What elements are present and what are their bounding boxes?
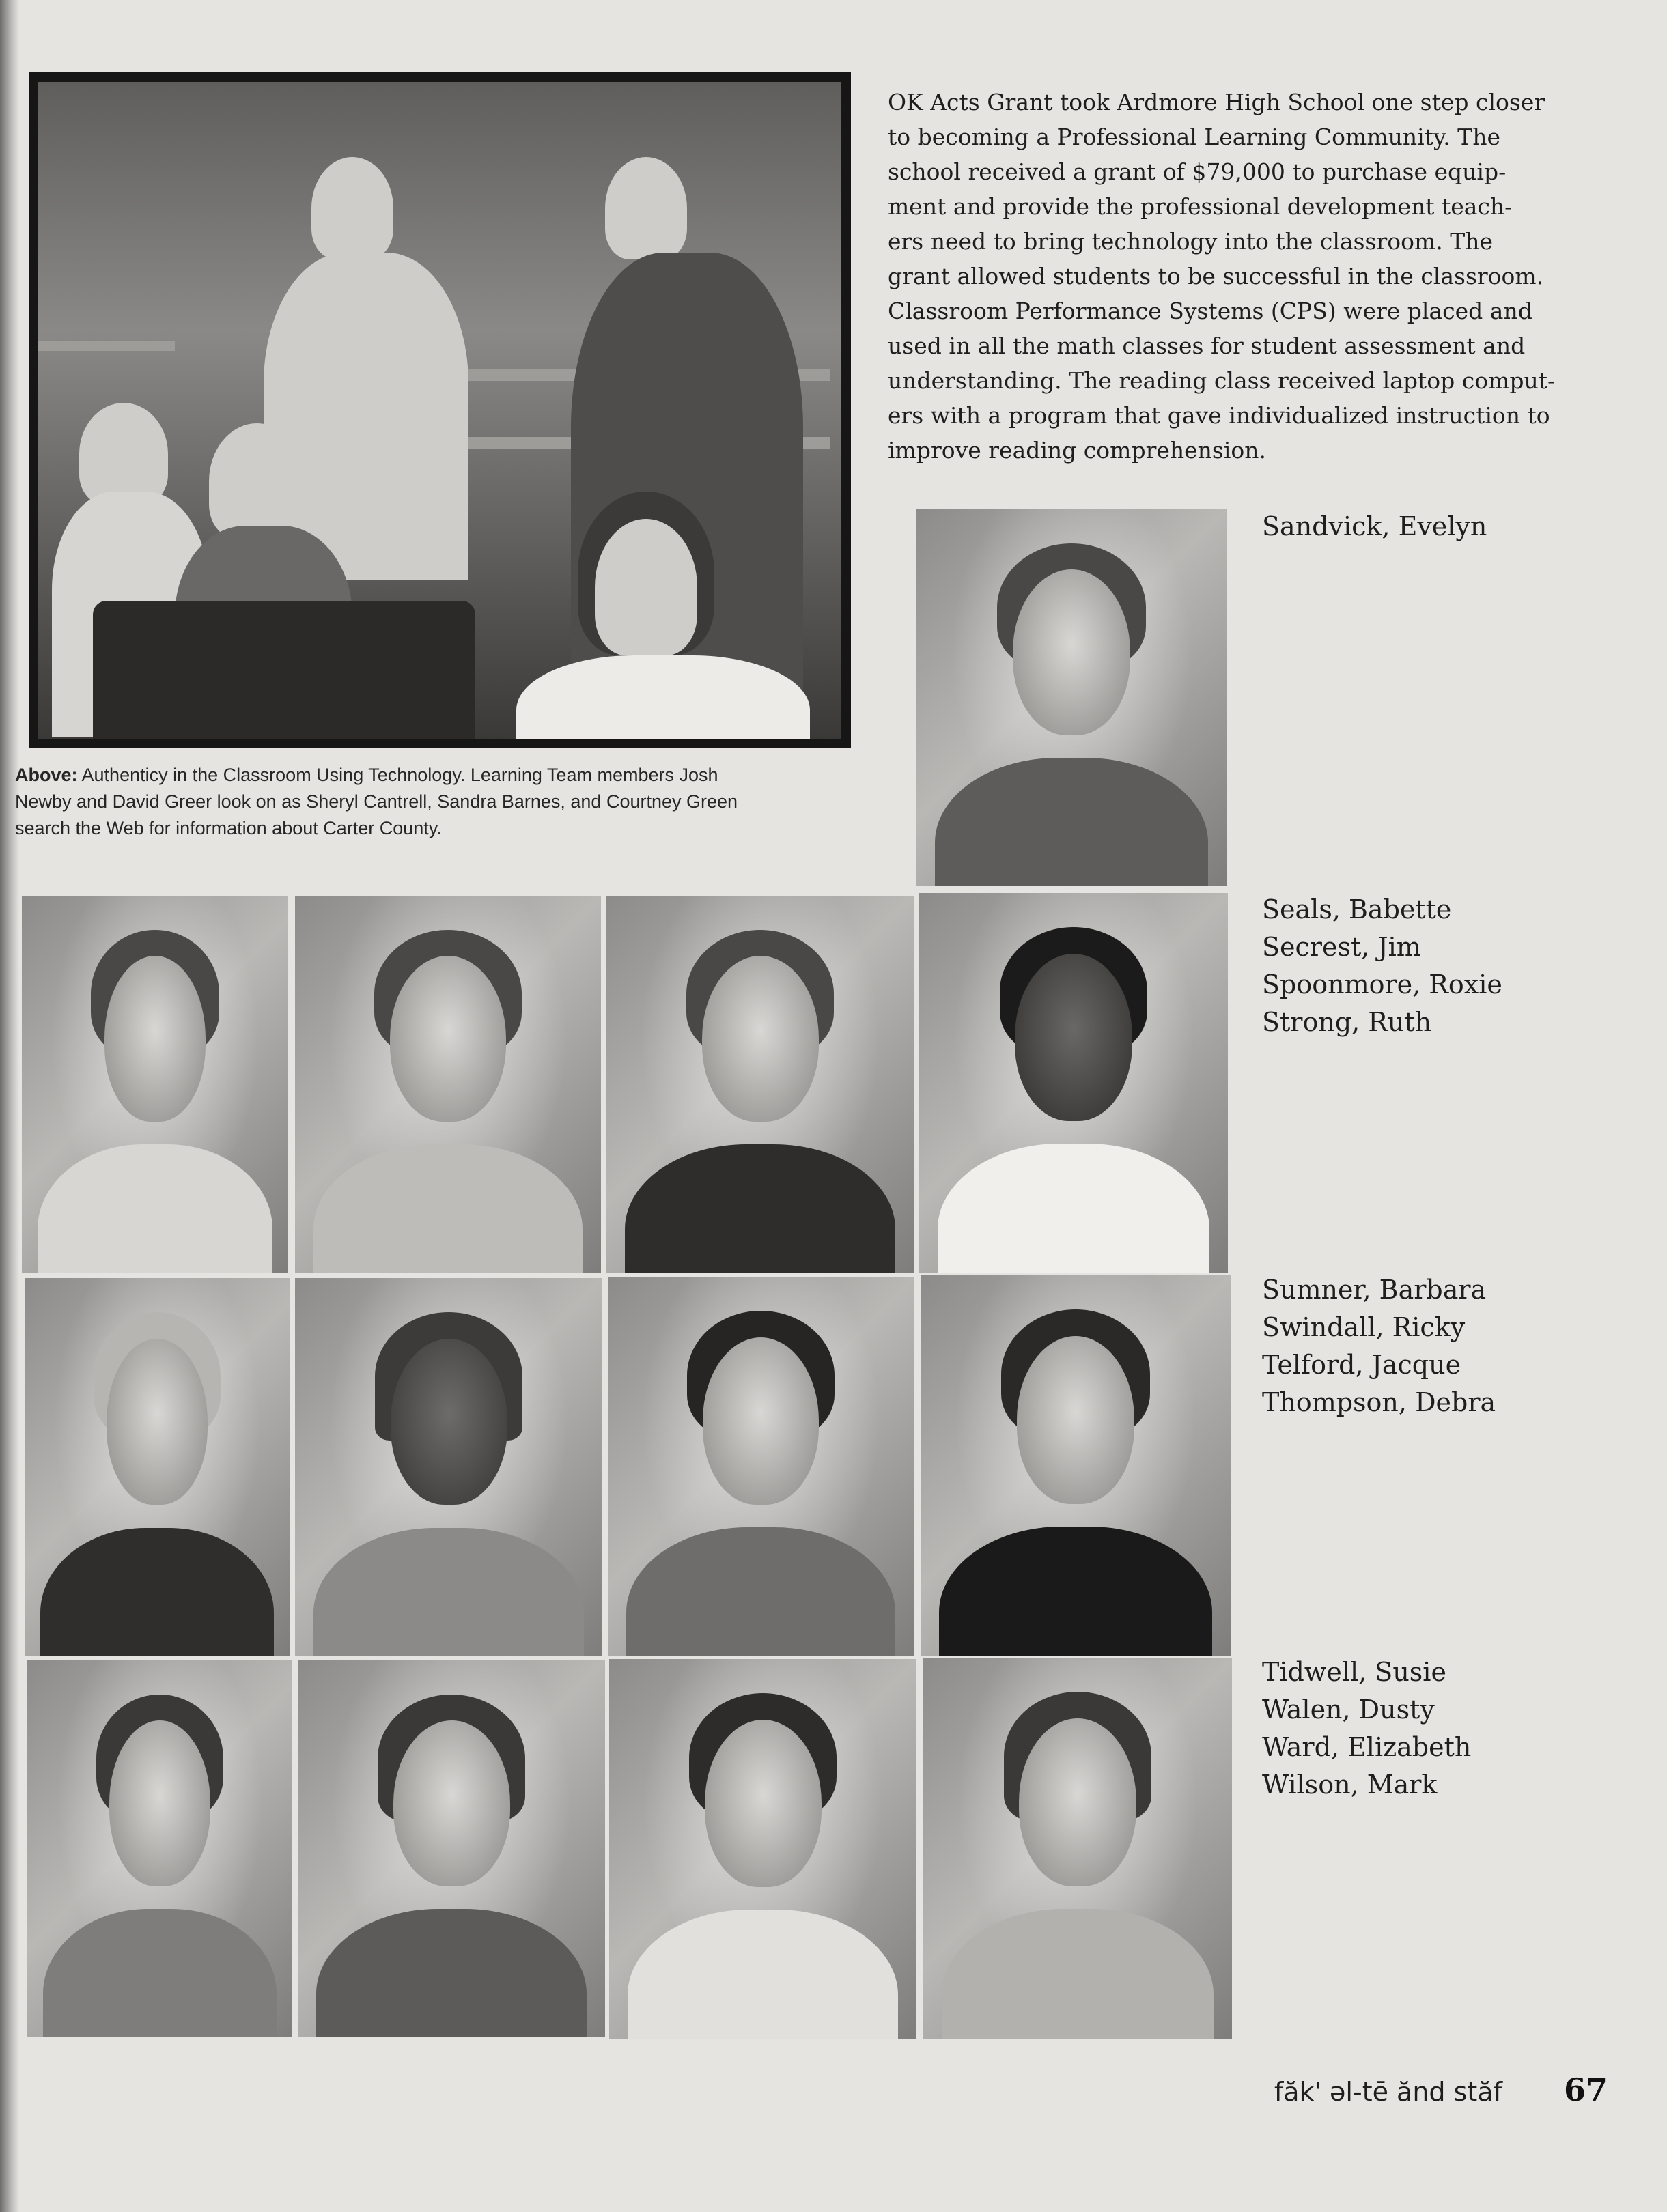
article-line: ers with a program that gave individualized instruction to <box>888 402 1550 429</box>
library-shelf <box>38 341 175 351</box>
portrait-shoulders <box>43 1909 276 2037</box>
staff-name: Wilson, Mark <box>1262 1770 1438 1800</box>
staff-name: Spoonmore, Roxie <box>1262 969 1502 999</box>
article-text <box>888 85 1578 468</box>
staff-name: Secrest, Jim <box>1262 932 1421 962</box>
staff-name: Tidwell, Susie <box>1262 1657 1446 1687</box>
portrait-face <box>1015 954 1132 1121</box>
article-line: grant allowed students to be successful in the classroom. <box>888 263 1544 289</box>
page-binding-shadow <box>0 0 19 2212</box>
portrait-shoulders <box>939 1527 1212 1656</box>
portrait-photo <box>606 896 914 1273</box>
classroom-photo <box>29 72 851 748</box>
classroom-scene <box>38 82 841 739</box>
name-list <box>1262 508 1617 545</box>
caption-lead: Above: <box>15 765 78 785</box>
portrait-shoulders <box>938 1144 1209 1273</box>
portrait-shoulders <box>942 1909 1214 2039</box>
seated-woman-head <box>79 403 168 505</box>
portrait-photo <box>25 1278 290 1656</box>
portrait-face <box>393 1720 510 1886</box>
portrait-photo <box>919 893 1228 1273</box>
portrait-shoulders <box>313 1528 584 1656</box>
staff-name: Telford, Jacque <box>1262 1350 1461 1380</box>
article-line: ers need to bring technology into the classroom. The <box>888 228 1494 255</box>
portrait-shoulders <box>626 1527 895 1656</box>
portrait-shoulders <box>625 1144 895 1273</box>
portrait-face <box>1019 1718 1136 1886</box>
portrait-photo <box>923 1658 1232 2039</box>
portrait-shoulders <box>628 1910 898 2039</box>
staff-name: Walen, Dusty <box>1262 1695 1435 1725</box>
caption-line: Newby and David Greer look on as Sheryl Cantrell, Sandra Barnes, and Courtney Green <box>15 791 738 812</box>
portrait-photo <box>22 896 288 1273</box>
portrait-face <box>703 1337 819 1505</box>
article-line: improve reading comprehension. <box>888 437 1267 464</box>
computer-monitor <box>93 601 475 739</box>
staff-name: Ward, Elizabeth <box>1262 1732 1472 1762</box>
staff-name: Seals, Babette <box>1262 894 1452 924</box>
portrait-face <box>107 1339 207 1505</box>
seated-woman-head <box>209 423 305 539</box>
page-number: 67 <box>1564 2071 1608 2108</box>
portrait-face <box>1017 1336 1135 1504</box>
name-list <box>1262 1271 1617 1421</box>
article-line: understanding. The reading class received laptop comput- <box>888 367 1556 394</box>
portrait-photo <box>27 1660 292 2037</box>
portrait-face <box>109 1720 210 1886</box>
plaid-man-head <box>605 157 687 259</box>
staff-name: Sandvick, Evelyn <box>1262 511 1487 541</box>
article-line: OK Acts Grant took Ardmore High School one step closer <box>888 89 1545 115</box>
portrait-photo <box>608 1277 914 1656</box>
portrait-shoulders <box>38 1144 272 1273</box>
portrait-shoulders <box>313 1144 583 1273</box>
portrait-photo <box>609 1659 916 2039</box>
caption-line: search the Web for information about Carter County. <box>15 818 442 838</box>
staff-name: Sumner, Barbara <box>1262 1275 1487 1305</box>
portrait-face <box>104 956 206 1122</box>
caption-line: Authenticy in the Classroom Using Technology. Learning Team members Josh <box>77 765 718 785</box>
article-line: to becoming a Professional Learning Community. The <box>888 124 1500 150</box>
standing-man-head <box>311 157 393 259</box>
section-title: făk' əl-tē ănd stăf <box>1274 2077 1502 2107</box>
portrait-photo <box>921 1275 1231 1656</box>
staff-name: Strong, Ruth <box>1262 1007 1432 1037</box>
portrait-face <box>390 956 506 1122</box>
name-list <box>1262 891 1617 1041</box>
portrait-photo <box>295 1278 602 1656</box>
portrait-photo <box>295 896 601 1273</box>
portrait-face <box>391 1339 507 1505</box>
photo-caption <box>15 762 835 842</box>
portrait-face <box>705 1720 822 1887</box>
portrait-face <box>1013 569 1131 735</box>
portrait-shoulders <box>40 1528 273 1656</box>
portrait-face <box>702 956 819 1122</box>
front-woman-face <box>595 519 697 655</box>
portrait-shoulders <box>316 1909 587 2037</box>
portrait-shoulders <box>935 758 1208 886</box>
portrait-photo <box>298 1660 605 2037</box>
article-line: ment and provide the professional development teach- <box>888 193 1513 220</box>
article-line: Classroom Performance Systems (CPS) were placed and <box>888 298 1532 324</box>
staff-name: Swindall, Ricky <box>1262 1312 1466 1342</box>
staff-name: Thompson, Debra <box>1262 1387 1496 1417</box>
article-line: used in all the math classes for student assessment and <box>888 332 1526 359</box>
name-list <box>1262 1654 1617 1804</box>
article-line: school received a grant of $79,000 to purchase equip- <box>888 158 1507 185</box>
front-woman-body <box>516 655 810 739</box>
portrait-photo <box>916 509 1227 886</box>
